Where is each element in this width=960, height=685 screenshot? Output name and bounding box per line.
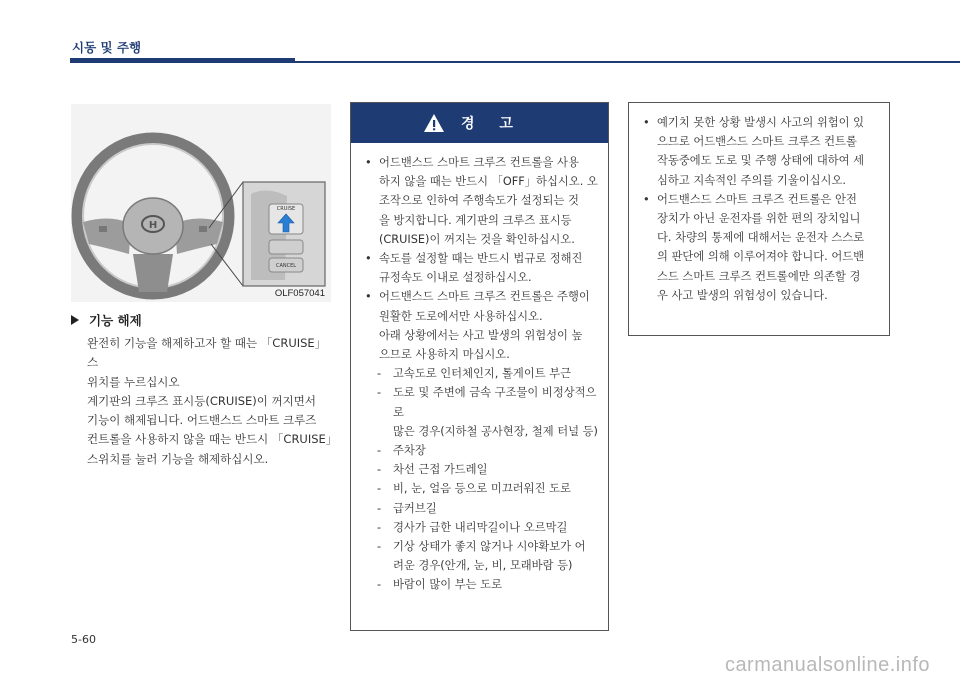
body-line: 완전히 기능을 해제하고자 할 때는 「CRUISE」스 bbox=[87, 336, 327, 370]
dash-list-item: - 차선 근접 가드레일 bbox=[365, 460, 601, 479]
list-item-continuation: 으므로 사용하지 마십시오. bbox=[379, 348, 510, 362]
header-rule bbox=[295, 61, 960, 63]
dash-list-item: - 급커브길 bbox=[365, 499, 601, 518]
svg-text:H: H bbox=[148, 220, 158, 231]
warning-header bbox=[351, 103, 608, 143]
list-item-continuation: 장치가 아닌 운전자를 위한 편의 장치입니 bbox=[657, 212, 861, 226]
dash-list-item: - 고속도로 인터체인지, 톨게이트 부근 bbox=[365, 364, 601, 383]
dash-list-item: 많은 경우(지하철 공사현장, 철제 터널 등) bbox=[393, 424, 598, 438]
caution-content bbox=[643, 113, 881, 305]
body-line: 계기판의 크루즈 표시등(CRUISE)이 꺼지면서 bbox=[87, 393, 316, 408]
list-item-continuation: (CRUISE)이 꺼지는 것을 확인하십시오. bbox=[379, 232, 575, 246]
warning-icon bbox=[423, 113, 445, 133]
list-item-continuation: 스드 스마트 크루즈 컨트롤에만 의존할 경 bbox=[657, 269, 861, 283]
dash-list-item: - 바람이 많이 부는 도로 bbox=[365, 575, 601, 594]
cancel-label: CANCEL bbox=[275, 263, 297, 269]
list-item-continuation: 하지 않을 때는 반드시 「OFF」하십시오. 오 bbox=[379, 175, 598, 189]
header-bar bbox=[70, 58, 295, 63]
list-item-continuation: 아래 상황에서는 사고 발생의 위험성이 높 bbox=[379, 328, 583, 342]
bullet-list-item: • 예기치 못한 상황 발생시 사고의 위험이 있 bbox=[643, 113, 881, 132]
figure-code: OLF057041 bbox=[274, 288, 325, 299]
list-item-continuation: 규정속도 이내로 설정하십시오. bbox=[379, 271, 532, 285]
dash-list-item: - 경사가 급한 내리막길이나 오르막길 bbox=[365, 518, 601, 537]
list-item-continuation: 원활한 도로에서만 사용하십시오. bbox=[379, 309, 543, 323]
dash-list-item: - 비, 눈, 얼음 등으로 미끄러워진 도로 bbox=[365, 479, 601, 498]
bullet-list-item: • 어드밴스드 스마트 크루즈 컨트롤을 사용 bbox=[365, 153, 601, 172]
dash-list-item: - 도로 및 주변에 금속 구조물이 비정상적으로 bbox=[365, 383, 601, 421]
function-release-body bbox=[87, 334, 338, 469]
dash-list-item: - 주차장 bbox=[365, 441, 601, 460]
dash-list-item: - 기상 상태가 좋지 않거나 시야확보가 어 bbox=[365, 537, 601, 556]
cruise-label: CRUISE bbox=[276, 206, 296, 212]
steering-wheel-figure bbox=[71, 104, 331, 302]
triangle-bullet-icon bbox=[71, 315, 79, 325]
warning-content bbox=[365, 153, 601, 595]
dash-list-item: 려운 경우(안개, 눈, 비, 모래바람 등) bbox=[393, 559, 573, 573]
list-item-continuation: 다. 차량의 통제에 대해서는 운전자 스스로 bbox=[657, 231, 865, 245]
watermark: carmanualsonline.info bbox=[724, 654, 930, 676]
list-item-continuation: 으므로 어드밴스드 스마트 크루즈 컨트롤 bbox=[657, 135, 857, 149]
body-line: 위치를 누르십시오 bbox=[87, 374, 180, 389]
list-item-continuation: 심하고 지속적인 주의를 기울이십시오. bbox=[657, 173, 846, 187]
list-item-continuation: 우 사고 발생의 위험성이 있습니다. bbox=[657, 288, 828, 302]
body-line: 스위치를 눌러 기능을 해제하십시오. bbox=[87, 451, 269, 466]
list-item-continuation: 을 방지합니다. 계기판의 크루즈 표시등 bbox=[379, 213, 572, 227]
page-number: 5-60 bbox=[71, 633, 96, 646]
bullet-list-item: • 어드밴스드 스마트 크루즈 컨트롤은 안전 bbox=[643, 190, 881, 209]
steering-wheel-illustration bbox=[71, 104, 331, 302]
body-line: 컨트롤을 사용하지 않을 때는 반드시 「CRUISE」 bbox=[87, 432, 338, 447]
list-item-continuation: 의 판단에 의해 이루어져야 합니다. 어드밴 bbox=[657, 250, 865, 264]
body-line: 기능이 해제됩니다. 어드밴스드 스마트 크루즈 bbox=[87, 413, 317, 428]
warning-box bbox=[350, 102, 609, 631]
caution-box bbox=[628, 102, 890, 336]
list-item-continuation: 조작으로 인하여 주행속도가 설정되는 것 bbox=[379, 194, 579, 208]
list-item-continuation: 작동중에도 도로 및 주행 상태에 대하여 세 bbox=[657, 154, 865, 168]
section-title: 시동 및 주행 bbox=[72, 40, 142, 55]
warning-title: 경 고 bbox=[461, 116, 523, 132]
function-release-heading: 기능 해제 bbox=[71, 311, 142, 329]
bullet-list-item: • 속도를 설정할 때는 반드시 법규로 정해진 bbox=[365, 249, 601, 268]
bullet-list-item: • 어드밴스드 스마트 크루즈 컨트롤은 주행이 bbox=[365, 287, 601, 306]
